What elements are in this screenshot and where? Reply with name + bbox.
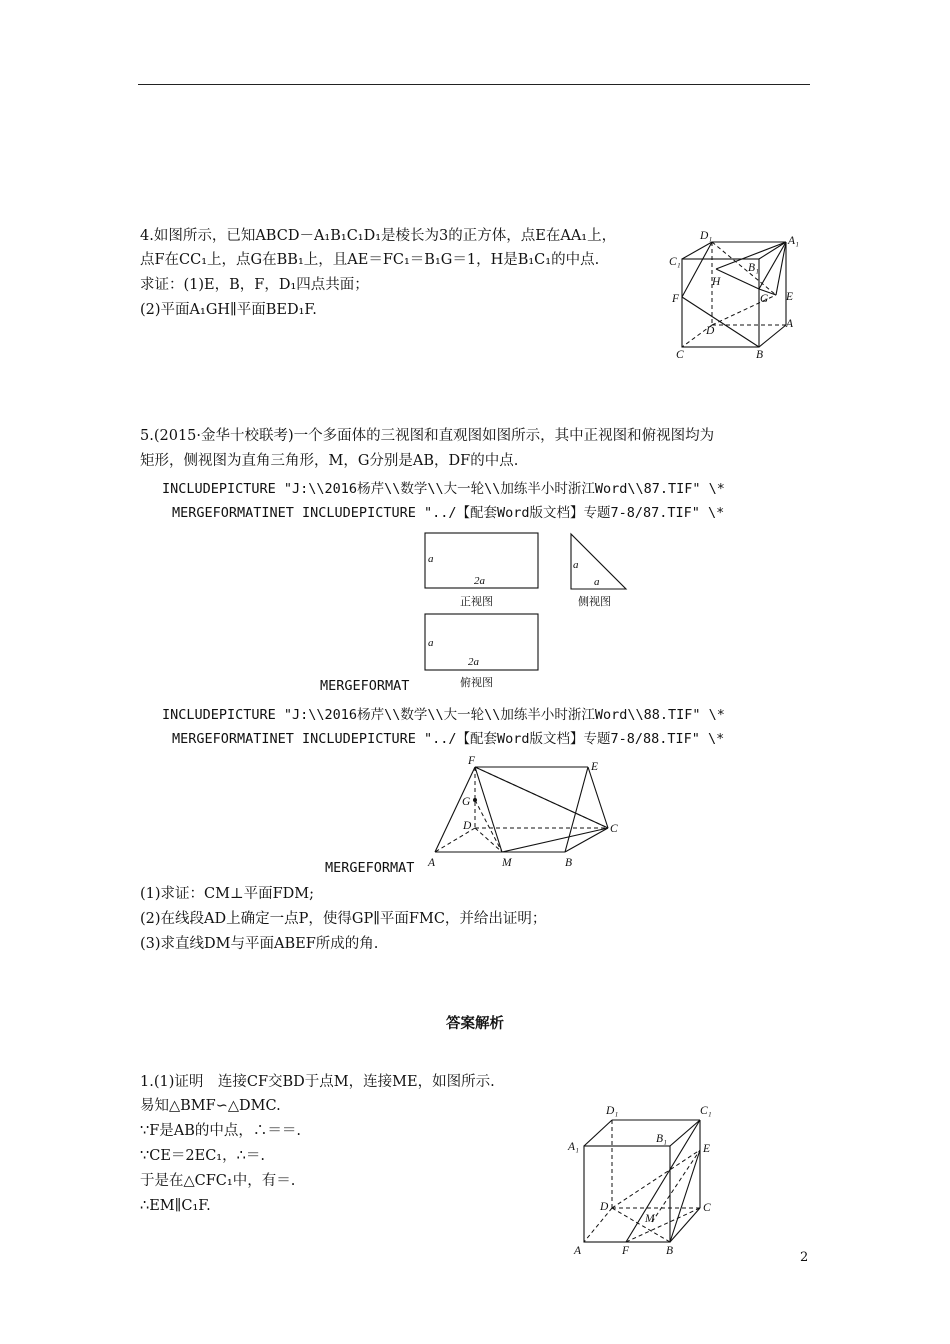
point-G <box>473 798 477 802</box>
label-D1: D₁ <box>700 230 713 242</box>
label5-M: M <box>502 857 512 869</box>
side-a-bottom: a <box>594 576 600 588</box>
mergeformat-1: MERGEFORMAT <box>320 678 410 694</box>
answer-line2: 易知△BMF∽△DMC. <box>140 1098 281 1114</box>
cube-figure-4 <box>660 225 810 365</box>
front-a: a <box>428 553 434 565</box>
p5-question1: (1)求证：CM⊥平面FDM; <box>140 886 315 902</box>
page-number: 2 <box>800 1250 809 1265</box>
label5-F: F <box>468 755 476 767</box>
label1-B: B <box>666 1245 674 1257</box>
answers-title: 答案解析 <box>446 1015 504 1032</box>
label5-E: E <box>591 761 599 773</box>
top-view-label: 俯视图 <box>460 677 493 689</box>
p5-line2: 矩形，侧视图为直角三角形，M，G分别是AB，DF的中点. <box>140 453 519 469</box>
answer-line6: ∴EM∥C₁F. <box>140 1198 211 1214</box>
side-view-label: 侧视图 <box>578 596 611 608</box>
includepicture-2b: MERGEFORMATINET INCLUDEPICTURE "../【配套Word版文档】专题7-8/88.TIF" \* <box>172 731 725 747</box>
label1-D1: D₁ <box>606 1105 619 1117</box>
label-D: D <box>706 325 715 337</box>
label1-D: D <box>600 1201 609 1213</box>
answer-line1: 1.(1)证明 连接CF交BD于点M，连接ME，如图所示. <box>140 1074 495 1090</box>
label1-B1: B₁ <box>656 1133 668 1145</box>
p4-line3: 求证：(1)E，B，F，D₁四点共面； <box>140 277 369 293</box>
three-views-figure <box>420 528 640 696</box>
label-B: B <box>756 349 764 361</box>
p4-line1: 4.如图所示，已知ABCD－A₁B₁C₁D₁是棱长为3的正方体，点E在AA₁上， <box>140 228 617 244</box>
label1-A1: A₁ <box>568 1141 580 1153</box>
label1-C1: C₁ <box>700 1105 712 1117</box>
p4-line4: (2)平面A₁GH∥平面BED₁F. <box>140 302 317 318</box>
header-rule <box>138 84 810 85</box>
label-G: G <box>760 293 769 305</box>
label1-C: C <box>703 1202 711 1214</box>
label1-M: M <box>645 1213 655 1225</box>
label-C: C <box>676 349 684 361</box>
label-A1: A₁ <box>788 235 800 247</box>
includepicture-1a: INCLUDEPICTURE "J:\\2016杨芹\\数学\\大一轮\\加练半小时浙江Word\\87.TIF" \* <box>162 481 725 497</box>
label-B1: B₁ <box>748 262 760 274</box>
label-F: F <box>672 293 680 305</box>
top-2a: 2a <box>468 656 479 668</box>
includepicture-2a: INCLUDEPICTURE "J:\\2016杨芹\\数学\\大一轮\\加练半小时浙江Word\\88.TIF" \* <box>162 707 725 723</box>
p5-question3: (3)求直线DM与平面ABEF所成的角. <box>140 936 379 952</box>
label-A: A <box>786 318 794 330</box>
label1-A: A <box>574 1245 582 1257</box>
label-C1: C₁ <box>669 256 681 268</box>
top-a: a <box>428 637 434 649</box>
mergeformat-2: MERGEFORMAT <box>325 860 415 876</box>
answer-line3: ∵F是AB的中点，∴＝＝. <box>140 1123 302 1139</box>
front-view-label: 正视图 <box>460 596 493 608</box>
p5-question2: (2)在线段AD上确定一点P，使得GP∥平面FMC，并给出证明； <box>140 911 547 927</box>
label-E: E <box>786 291 794 303</box>
label1-F: F <box>622 1245 630 1257</box>
front-2a: 2a <box>474 575 485 587</box>
answer-line5: 于是在△CFC₁中，有＝. <box>140 1173 296 1189</box>
polyhedron-figure-5 <box>420 752 630 874</box>
label5-D: D <box>463 820 472 832</box>
answer-line4: ∵CE＝2EC₁，∴＝. <box>140 1148 265 1164</box>
top-view-rect <box>425 614 538 670</box>
label-H: H <box>712 276 721 288</box>
p5-line1: 5.(2015·金华十校联考)一个多面体的三视图和直观图如图所示，其中正视图和俯视图均为 <box>140 428 715 444</box>
label5-A: A <box>428 857 436 869</box>
label5-C: C <box>610 823 618 835</box>
cube-figure-1 <box>560 1098 730 1258</box>
label1-E: E <box>703 1143 711 1155</box>
label5-G: G <box>462 796 471 808</box>
includepicture-1b: MERGEFORMATINET INCLUDEPICTURE "../【配套Word版文档】专题7-8/87.TIF" \* <box>172 505 725 521</box>
label5-B: B <box>565 857 573 869</box>
p4-line2: 点F在CC₁上，点G在BB₁上，且AE＝FC₁＝B₁G＝1，H是B₁C₁的中点. <box>140 252 600 268</box>
side-a-left: a <box>573 559 579 571</box>
